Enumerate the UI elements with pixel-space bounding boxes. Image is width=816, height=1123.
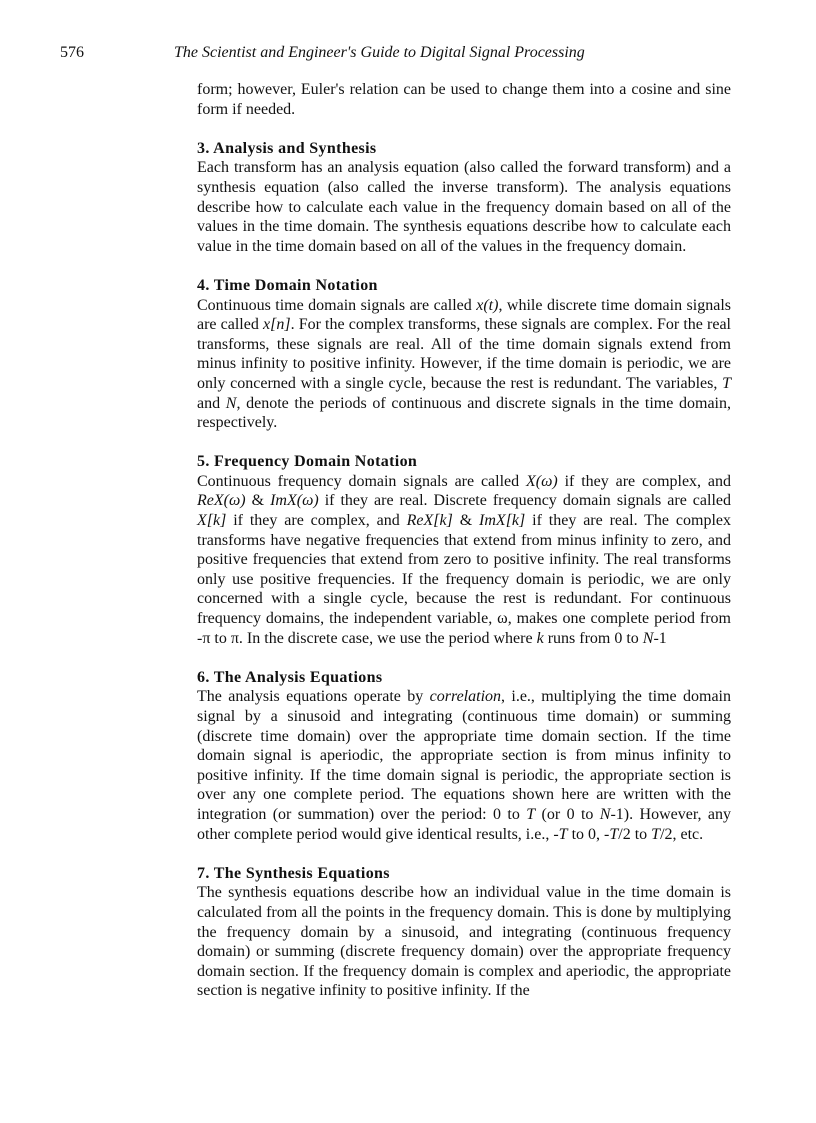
math-symbol: ImX[k] xyxy=(479,512,526,530)
section-heading: 5. Frequency Domain Notation xyxy=(197,453,418,471)
math-symbol: x(t) xyxy=(476,296,499,314)
section-time-domain-notation xyxy=(197,276,731,433)
section-heading: 4. Time Domain Notation xyxy=(197,276,378,294)
math-symbol: T xyxy=(609,825,619,843)
intro-paragraph: form; however, Euler's relation can be used to change them into a cosine and sine form if needed. xyxy=(197,81,731,118)
section-paragraph: Continuous time domain signals are called x(t), while discrete time domain signals are called x[n]. For the complex transforms, these signals are complex. For the real transforms, these signals are real. All of the time domain signals extend from minus infinity to positive infinity. However, if the time domain is periodic, we are only concerned with a single cycle, because the rest is redundant. The variables, T and N, denote the periods of continuous and discrete signals in the time domain, respectively. xyxy=(197,296,732,432)
section-paragraph: The synthesis equations describe how an individual value in the time domain is calculated from all the points in the frequency domain. This is done by multiplying the frequency domain by a sinusoid, and integrating (continuous frequency domain) or summing (discrete frequency domain) over the appropriate frequency domain section. If the frequency domain is complex and aperiodic, the appropriate section is negative infinity to positive infinity. If the xyxy=(197,884,731,1000)
section-paragraph: Each transform has an analysis equation (also called the forward transform) and a synthesis equation (also called the inverse transform). The analysis equations describe how to calculate each value in the frequency domain based on all of the values in the time domain. The synthesis equations describe how to calculate each value in the time domain based on all of the values in the frequency domain. xyxy=(197,159,731,255)
math-symbol: T xyxy=(526,805,536,823)
math-symbol: T xyxy=(651,825,661,843)
page-body xyxy=(197,80,731,1001)
math-symbol: T xyxy=(722,374,731,392)
math-symbol: X(ω) xyxy=(526,472,558,490)
page-header xyxy=(60,43,740,63)
math-symbol: N xyxy=(225,394,237,412)
section-heading: 7. The Synthesis Equations xyxy=(197,864,390,882)
section-paragraph: The analysis equations operate by correlation, i.e., multiplying the time domain signal by a sinusoid and integrating (continuous time domain) or summing (discrete time domain) over the appropriate time domain section. If the time domain signal is aperiodic, the appropriate section is from minus infinity to positive infinity. If the time domain signal is periodic, the appropriate section is over any one complete period. The equations shown here are written with the integration (or summation) over the period: 0 to T (or 0 to N-1). However, any other complete period would give identical results, i.e., -T to 0, -T/2 to T/2, etc. xyxy=(197,688,731,843)
running-title: The Scientist and Engineer's Guide to Digital Signal Processing xyxy=(174,44,585,61)
section-heading: 3. Analysis and Synthesis xyxy=(197,139,377,157)
math-symbol: k xyxy=(536,629,544,647)
math-symbol: T xyxy=(558,825,568,843)
section-the-synthesis-equations xyxy=(197,864,731,1001)
math-symbol: ReX(ω) xyxy=(197,492,246,510)
emphasis-text: correlation xyxy=(429,688,502,706)
math-symbol: ImX(ω) xyxy=(270,492,319,510)
section-frequency-domain-notation xyxy=(197,452,731,648)
math-symbol: X[k] xyxy=(197,512,227,530)
math-symbol: N xyxy=(642,629,654,647)
section-paragraph: Continuous frequency domain signals are called X(ω) if they are complex, and ReX(ω) & ImX(ω) if they are real. Discrete frequency domain signals are called X[k] if they are complex, and ReX[k] & ImX[k] if they are real. The complex transforms have negative frequencies that extend from minus infinity to zero, and positive frequencies that extend from zero to positive infinity. The real transforms only use positive frequencies. If the frequency domain is periodic, we are only concerned with a single cycle, because the rest is redundant. For continuous frequency domains, the independent variable, ω, makes one complete period from -π to π. In the discrete case, we use the period where k runs from 0 to N-1 xyxy=(197,472,732,647)
math-symbol: x[n] xyxy=(263,316,291,334)
section-the-analysis-equations xyxy=(197,668,731,844)
section-analysis-and-synthesis xyxy=(197,139,731,257)
page-number: 576 xyxy=(60,44,84,61)
section-heading: 6. The Analysis Equations xyxy=(197,668,383,686)
math-symbol: ReX[k] xyxy=(406,512,453,530)
math-symbol: N xyxy=(599,805,611,823)
